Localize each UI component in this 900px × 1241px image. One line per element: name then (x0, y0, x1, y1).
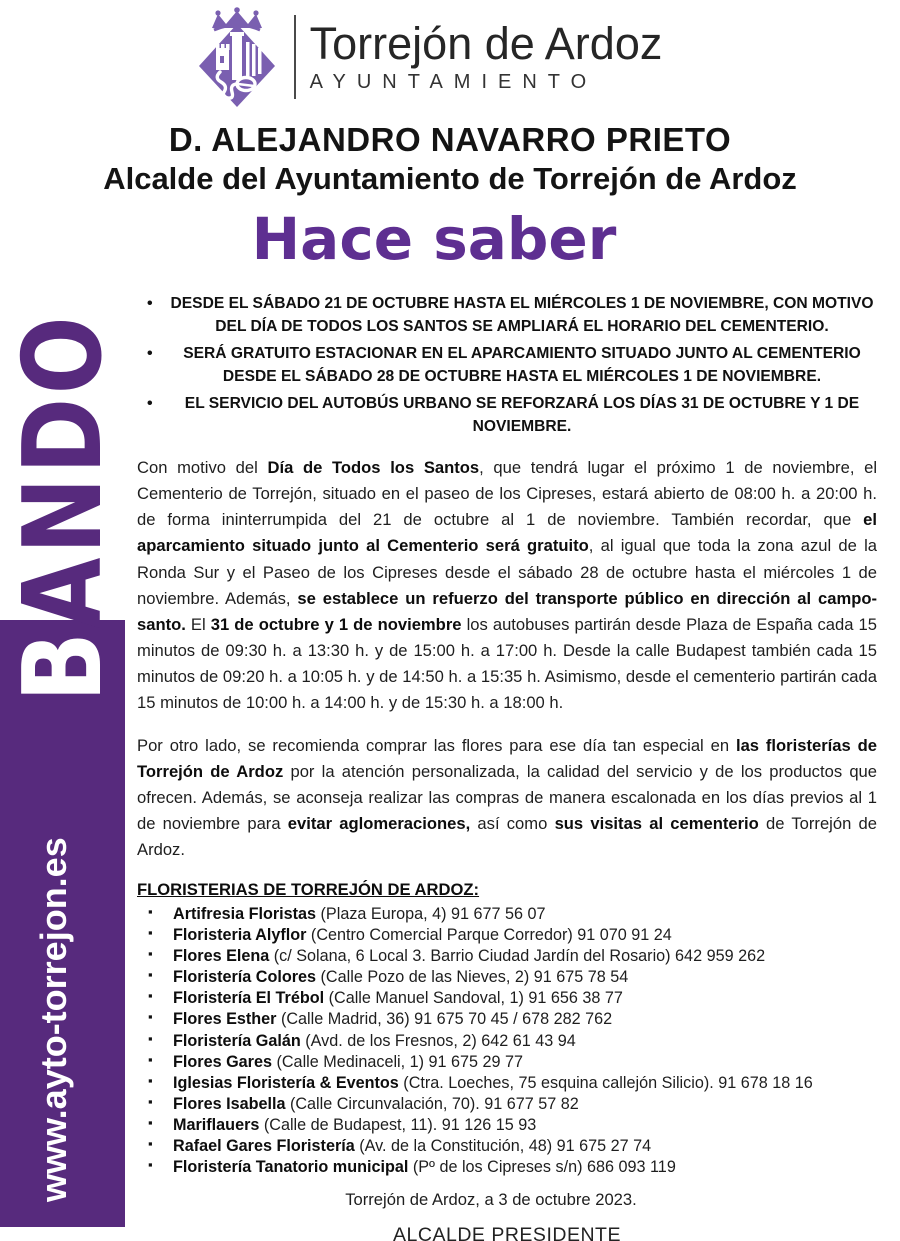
website-link[interactable]: www.ayto-torrejon.es (33, 837, 74, 1202)
signer-title: ALCALDE PRESIDENTE (393, 1224, 621, 1241)
mayor-name: D. ALEJANDRO NAVARRO PRIETO (168, 121, 732, 158)
highlight-item: • SERÁ GRATUITO ESTACIONAR EN EL APARCAMIENTO SITUADO JUNTO AL CEMENTERIO DESDE EL SÁBADO 28 DE OCTUBRE HASTA EL MIÉRCOLES 1 DE NOVIEMBRE. (137, 342, 877, 389)
florist-item: ▪ Artifresia Floristas (Plaza Europa, 4) 91 677 56 07 (137, 904, 877, 924)
florist-item: ▪ Rafael Gares Floristería (Av. de la Constitución, 48) 91 675 27 74 (137, 1136, 877, 1156)
city-name: Torrejón de Ardoz (309, 18, 663, 70)
coat-of-arms-icon (194, 6, 280, 108)
florist-item: ▪ Flores Esther (Calle Madrid, 36) 91 675 70 45 / 678 282 762 (137, 1009, 877, 1029)
city-logo (194, 6, 663, 108)
body-paragraph: Por otro lado, se recomienda comprar las flores para ese día tan especial en las floristerías de Torrejón de Ardoz por la atención personalizada, la calidad del servicio y de los productos que ofrecen. Además, se aconseja realizar las compras de manera escalonada en los días previos al 1 de noviembre para evitar aglomeraciones, así como sus visitas al cementerio de Torrejón de Ardoz. (137, 735, 878, 859)
florists-list (137, 904, 877, 1177)
florist-item: ▪ Iglesias Floristería & Eventos (Ctra. Loeches, 75 esquina callejón Silicio). 91 678 18 16 (137, 1073, 877, 1093)
florist-item: ▪ Floristería El Trébol (Calle Manuel Sandoval, 1) 91 656 38 77 (137, 988, 877, 1008)
city-subtitle: AYUNTAMIENTO (309, 70, 598, 93)
bando-first-letter: B (1, 628, 126, 702)
highlight-item: • DESDE EL SÁBADO 21 DE OCTUBRE HASTA EL MIÉRCOLES 1 DE NOVIEMBRE, CON MOTIVO DEL DÍA DE TODOS LOS SANTOS SE AMPLIARÁ EL HORARIO DEL CEMENTERIO. (137, 292, 877, 339)
dateline: Torrejón de Ardoz, a 3 de octubre 2023. (345, 1190, 637, 1210)
florist-item: ▪ Floristeria Alyflor (Centro Comercial Parque Corredor) 91 070 91 24 (137, 925, 877, 945)
document-body (137, 292, 877, 1241)
florist-item: ▪ Mariflauers (Calle de Budapest, 11). 91 126 15 93 (137, 1115, 877, 1135)
logo-divider (294, 15, 296, 99)
highlight-item: • EL SERVICIO DEL AUTOBÚS URBANO SE REFORZARÁ LOS DÍAS 31 DE OCTUBRE Y 1 DE NOVIEMBRE. (137, 392, 877, 439)
florist-item: ▪ Flores Elena (c/ Solana, 6 Local 3. Barrio Ciudad Jardín del Rosario) 642 959 262 (137, 946, 877, 966)
florist-item: ▪ Floristería Galán (Avd. de los Fresnos, 2) 642 61 43 94 (137, 1031, 877, 1051)
florist-item: ▪ Floristería Colores (Calle Pozo de las Nieves, 2) 91 675 78 54 (137, 967, 877, 987)
florists-heading: FLORISTERIAS DE TORREJÓN DE ARDOZ: (137, 880, 480, 900)
highlights-list (137, 292, 877, 438)
florist-item: ▪ Flores Gares (Calle Medinaceli, 1) 91 675 29 77 (137, 1052, 877, 1072)
bando-vertical-title (1, 312, 126, 702)
announcement-title: Hace saber (251, 205, 617, 273)
body-paragraphs (137, 455, 877, 863)
bando-rest-letters: ANDO (1, 312, 126, 629)
document-header (0, 0, 900, 273)
florist-item: ▪ Floristería Tanatorio municipal (Pº de los Cipreses s/n) 686 093 119 (137, 1157, 877, 1177)
mayor-title: Alcalde del Ayuntamiento de Torrejón de Ardoz (103, 161, 797, 196)
florist-item: ▪ Flores Isabella (Calle Circunvalación, 70). 91 677 57 82 (137, 1094, 877, 1114)
logo-text (310, 20, 663, 93)
body-paragraph: Con motivo del Día de Todos los Santos, que tendrá lugar el próximo 1 de noviembre, el Cementerio de Torrejón, situado en el paseo de los Cipreses, estará abierto de 08:00 h. a 20:00 h. de forma ininterrumpida del 21 de octubre al 1 de noviembre. También recordar, que el aparcamiento situado junto al Cementerio será gratuito, al igual que toda la zona azul de la Ronda Sur y el Paseo de los Cipreses desde el sábado 28 de octubre hasta el miércoles 1 de noviembre. Además, se establece un refuerzo del transporte público en dirección al campo-santo. El 31 de octubre y 1 de noviembre los autobuses partirán desde Plaza de España cada 15 minutos de 09:30 h. a 13:30 h. y de 15:00 h. a 17:00 h. Desde la calle Budapest también cada 15 minutos de 09:20 h. a 10:05 h. y de 14:50 h. a 15:35 h. Asimismo, desde el cementerio partirán cada 15 minutos de 10:00 h. a 14:00 h. y de 15:30 h. a 18:00 h. (137, 458, 878, 712)
